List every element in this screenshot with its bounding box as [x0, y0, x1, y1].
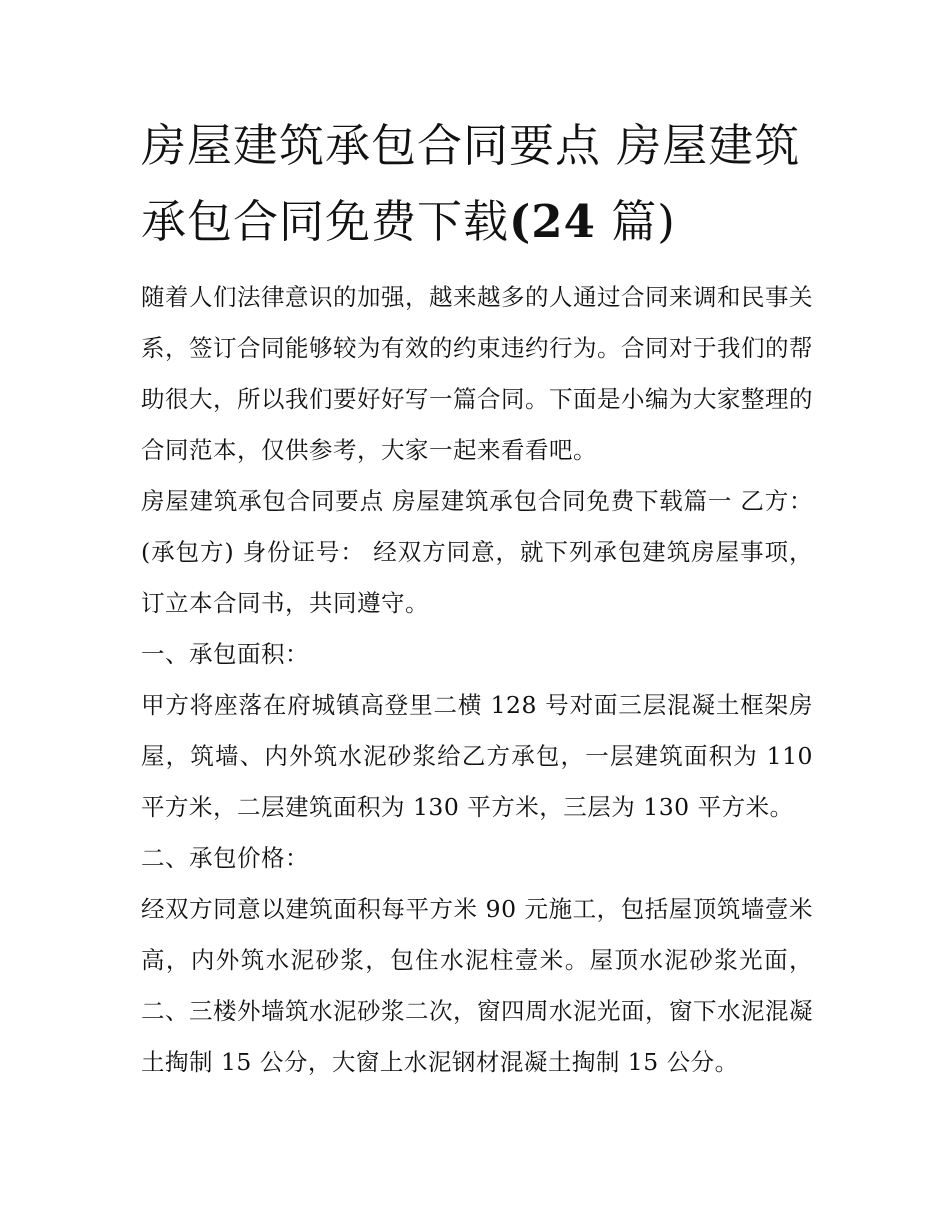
- contract-intro-paragraph: 房屋建筑承包合同要点 房屋建筑承包合同免费下载篇一 乙方：(承包方) 身份证号： 经双方同意，就下列承包建筑房屋事项，订立本合同书，共同遵守。: [141, 487, 813, 617]
- title-main: 房屋建筑承包合同要点 房屋建筑承包合同免费下载: [141, 119, 801, 248]
- section-heading-price: 二、承包价格：: [141, 844, 309, 872]
- document-title: [141, 108, 813, 260]
- document-body: [141, 108, 813, 1088]
- area-paragraph: 甲方将座落在府城镇高登里二横 128 号对面三层混凝土框架房屋，筑墙、内外筑水泥砂浆给乙方承包，一层建筑面积为 110 平方米，二层建筑面积为 130 平方米，三层为 130 平方米。: [141, 691, 813, 821]
- section-heading-area: 一、承包面积：: [141, 640, 309, 668]
- price-paragraph: 经双方同意以建筑面积每平方米 90 元施工，包括屋顶筑墙壹米高，内外筑水泥砂浆，包住水泥柱壹米。屋顶水泥砂浆光面，二、三楼外墙筑水泥砂浆二次，窗四周水泥光面，窗下水泥混凝土掏制 15 公分，大窗上水泥钢材混凝土掏制 15 公分。: [141, 895, 813, 1076]
- title-suffix: 篇): [595, 195, 676, 248]
- intro-paragraph: 随着人们法律意识的加强，越来越多的人通过合同来调和民事关系，签订合同能够较为有效的约束违约行为。合同对于我们的帮助很大，所以我们要好好写一篇合同。下面是小编为大家整理的合同范本，仅供参考，大家一起来看看吧。: [141, 283, 813, 464]
- title-count: (24: [509, 195, 596, 248]
